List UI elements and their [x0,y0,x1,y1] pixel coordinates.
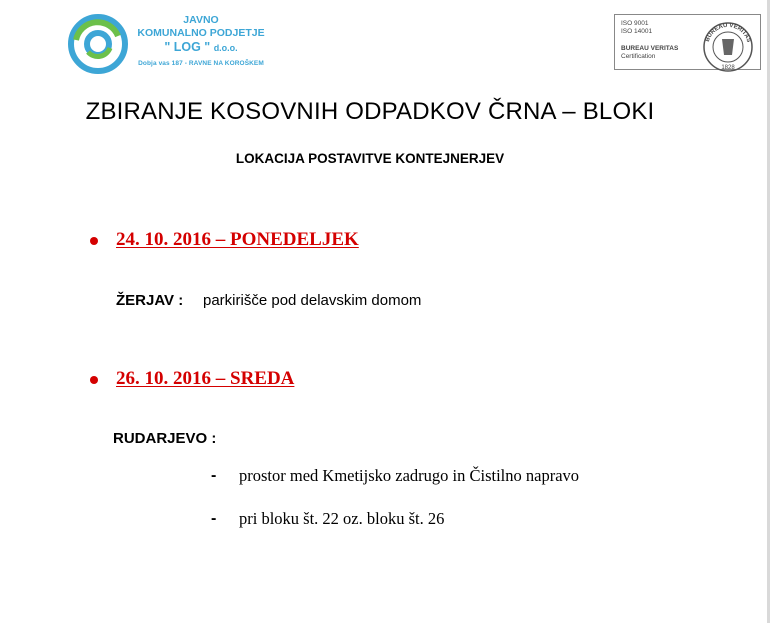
document-subtitle: LOKACIJA POSTAVITVE KONTEJNERJEV [235,151,505,166]
entry-2-date: 26. 10. 2016 – SREDA [116,368,295,389]
cert-company: BUREAU VERITAS [621,45,679,52]
dash-marker: - [211,510,217,527]
log-emblem-icon [66,10,130,74]
certification-box [614,14,761,70]
bullet-icon [90,237,98,245]
cert-label: Certification [621,53,656,60]
document-title: ZBIRANJE KOSOVNIH ODPADKOV ČRNA – BLOKI [85,98,655,125]
cert-iso-14001: ISO 14001 [621,28,653,35]
dash-marker: - [211,467,217,484]
seal-year: 1828 [721,65,735,71]
entry-1-date: 24. 10. 2016 – PONEDELJEK [116,229,359,250]
entry-2-location-label: RUDARJEVO : [113,430,217,447]
logo-suffix: d.o.o. [213,43,238,53]
entry-2-item-2: pri bloku št. 22 oz. bloku št. 26 [239,509,445,528]
cert-iso-9001: ISO 9001 [621,20,649,27]
bullet-icon [90,376,98,384]
logo-line-1: JAVNO [183,14,219,26]
entry-1-location-text: parkirišče pod delavskim domom [203,292,422,309]
bureau-veritas-seal-icon [702,17,754,75]
logo-line-2: KOMUNALNO PODJETJE [137,27,265,39]
logo-address: Dobja vas 187 - RAVNE NA KOROŠKEM [138,60,264,67]
logo-name: " LOG " [164,40,211,54]
seal-ring-text: BUREAU VERITAS [704,22,752,44]
entry-1-location-label: ŽERJAV : [116,292,184,309]
company-logo [66,10,266,80]
entry-2-item-1: prostor med Kmetijsko zadrugo in Čistilno napravo [239,466,580,485]
